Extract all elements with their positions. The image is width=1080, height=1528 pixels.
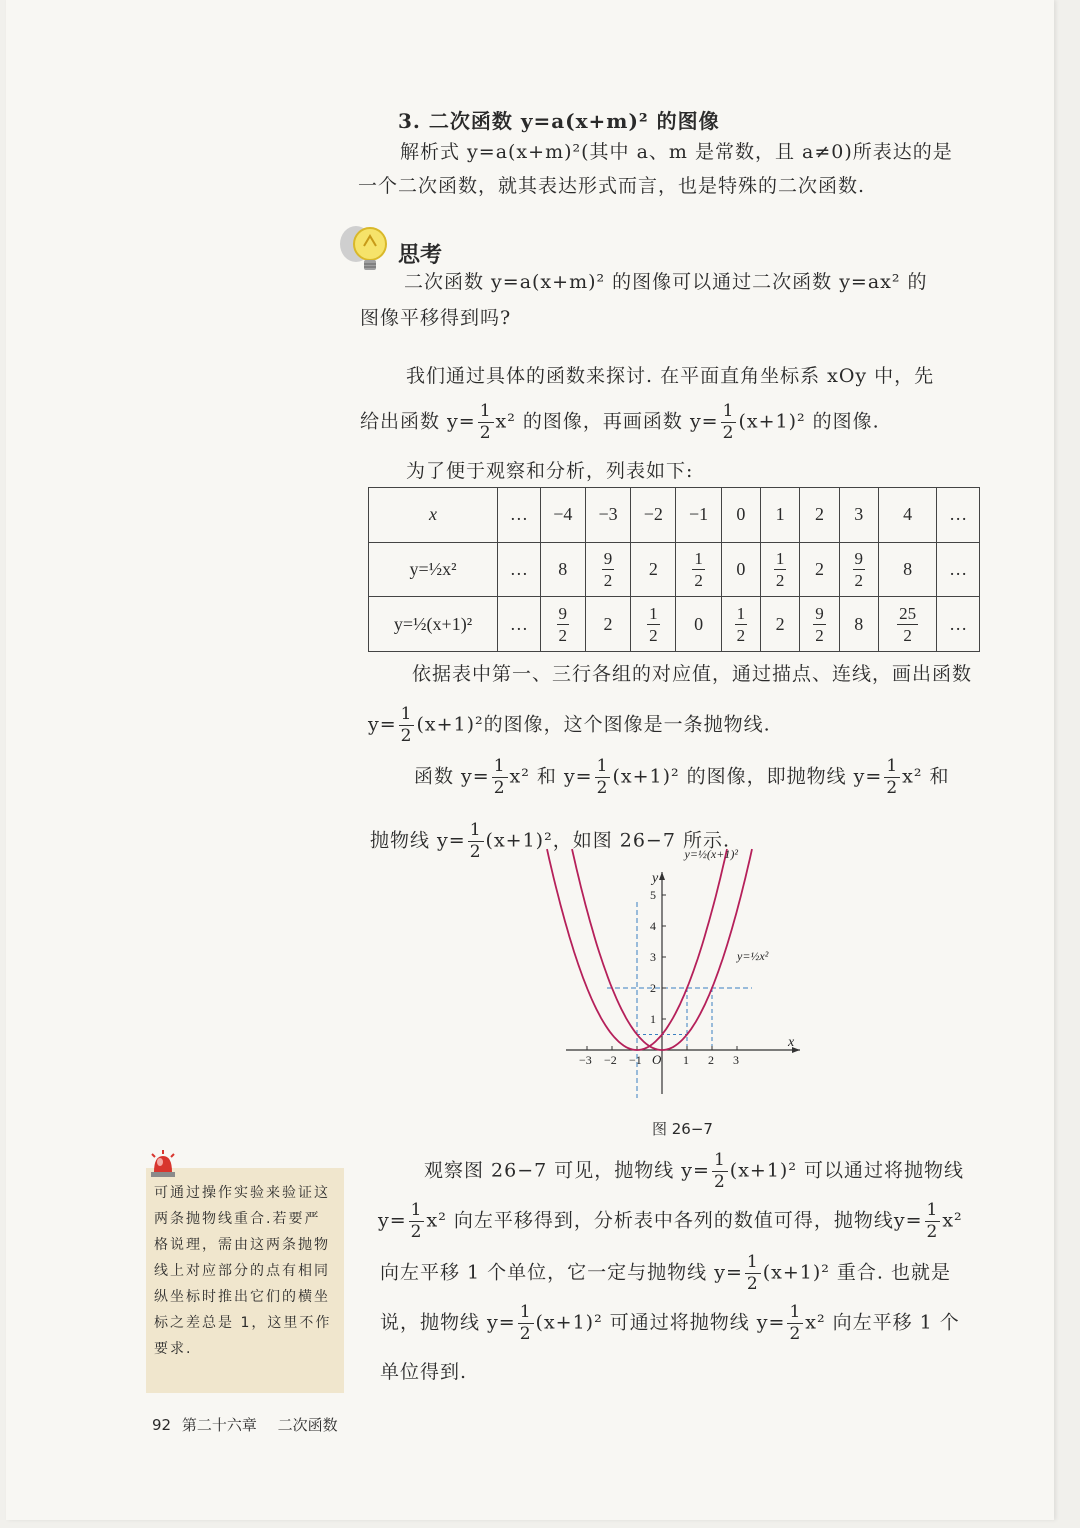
fraction: $\frac{1}{2}$ — [926, 1200, 939, 1242]
table-cell: 3 — [839, 488, 878, 543]
para4-line-3: 向左平移 1 个单位，它一定与抛物线 y= $\frac{1}{2}$ (x+1)² 重合. 也就是 — [380, 1252, 951, 1294]
table-cell: −4 — [540, 488, 585, 543]
para4-line-2: y= $\frac{1}{2}$ x² 向左平移得到，分析表中各列的数值可得，抛物线y= $\frac{1}{2}$ x² — [378, 1200, 963, 1242]
fraction: $\frac{1}{2}$ — [479, 401, 492, 443]
table-cell: … — [498, 542, 541, 597]
parabola-figure — [554, 846, 816, 1102]
sidenote-text: 可通过操作实验来验证这两条抛物线重合.若要严格说理，需由这两条抛物线上对应部分的点有相同纵坐标时推出它们的横坐标之差总是 1，这里不作要求. — [154, 1185, 332, 1357]
table-cell: … — [498, 597, 541, 652]
table-cell: $\frac{9}{2}$ — [540, 597, 585, 652]
fraction: $\frac{1}{2}$ — [886, 756, 899, 798]
table-cell: $\frac{9}{2}$ — [839, 542, 878, 597]
table-cell: 0 — [676, 597, 721, 652]
table-cell: $\frac{25}{2}$ — [878, 597, 936, 652]
table-cell: … — [937, 542, 980, 597]
table-cell: $\frac{1}{2}$ — [676, 542, 721, 597]
fraction: $\frac{1}{2}$ — [410, 1200, 423, 1242]
origin-label: O — [652, 1052, 662, 1067]
x-tick-label: −1 — [629, 1053, 642, 1067]
para1-line-1: 我们通过具体的函数来探讨. 在平面直角坐标系 xOy 中，先 — [406, 365, 935, 387]
intro-line-2: 一个二次函数，就其表达形式而言，也是特殊的二次函数. — [358, 175, 866, 197]
table-cell: $\frac{9}{2}$ — [800, 597, 839, 652]
intro-line-1: 解析式 y=a(x+m)²(其中 a、m 是常数，且 a≠0)所表达的是 — [400, 141, 953, 163]
table-cell: 2 — [585, 597, 630, 652]
table-cell: 2 — [761, 597, 800, 652]
table-cell: … — [498, 488, 541, 543]
section-heading — [398, 107, 720, 135]
table-cell: $\frac{1}{2}$ — [761, 542, 800, 597]
table-cell: 2 — [800, 542, 839, 597]
table-cell: $\frac{1}{2}$ — [631, 597, 676, 652]
x-tick-label: 2 — [708, 1053, 714, 1067]
para4-line-5: 单位得到. — [380, 1361, 468, 1383]
para3-line-1: 函数 y= $\frac{1}{2}$ x² 和 y= $\frac{1}{2}$ (x+1)² 的图像，即抛物线 y= $\frac{1}{2}$ x² 和 — [414, 756, 950, 798]
section-title: 二次函数 y=a(x+m)² 的图像 — [428, 109, 720, 133]
table-row-y2 — [369, 597, 980, 652]
x-tick-label: 3 — [733, 1053, 739, 1067]
figure-caption: 图 26−7 — [652, 1120, 713, 1138]
table-row-label: y=½(x+1)² — [369, 597, 498, 652]
chapter-title: 二次函数 — [277, 1416, 338, 1434]
fraction: $\frac{1}{2}$ — [519, 1302, 532, 1344]
para4-line-4: 说，抛物线 y= $\frac{1}{2}$ (x+1)² 可通过将抛物线 y= $\frac{1}{2}$ x² 向左平移 1 个 — [380, 1302, 960, 1344]
table-cell: … — [937, 488, 980, 543]
y-tick-label: 1 — [650, 1012, 656, 1026]
fraction: $\frac{1}{2}$ — [789, 1302, 802, 1344]
table-cell: −3 — [585, 488, 630, 543]
table-cell: 8 — [878, 542, 936, 597]
table-cell: 2 — [800, 488, 839, 543]
x-tick-label: −3 — [579, 1053, 592, 1067]
fraction: $\frac{1}{2}$ — [469, 820, 482, 862]
para1-line-2: 给出函数 y= $\frac{1}{2}$ x² 的图像，再画函数 y= $\frac{1}{2}$ (x+1)² 的图像. — [360, 401, 880, 443]
table-cell: 8 — [839, 597, 878, 652]
y-tick-label: 3 — [650, 950, 656, 964]
table-cell: 2 — [631, 542, 676, 597]
y-tick-label: 4 — [650, 919, 656, 933]
para4-line-1: 观察图 26−7 可见，抛物线 y= $\frac{1}{2}$ (x+1)² 可以通过将抛物线 — [424, 1150, 965, 1192]
chapter-number: 第二十六章 — [181, 1416, 257, 1434]
para2-line-2: y= $\frac{1}{2}$ (x+1)²的图像，这个图像是一条抛物线. — [368, 704, 771, 746]
table-cell: $\frac{1}{2}$ — [721, 597, 760, 652]
value-table — [368, 487, 980, 652]
x-tick-label: 1 — [683, 1053, 689, 1067]
think-line-2: 图像平移得到吗? — [360, 307, 512, 329]
table-cell: −1 — [676, 488, 721, 543]
page-footer — [152, 1414, 338, 1435]
fraction: $\frac{1}{2}$ — [746, 1252, 759, 1294]
y-tick-label: 5 — [650, 888, 656, 902]
table-row-label: x — [369, 488, 498, 543]
para2-line-1: 依据表中第一、三行各组的对应值，通过描点、连线，画出函数 — [412, 663, 973, 685]
table-cell: $\frac{9}{2}$ — [585, 542, 630, 597]
think-title: 思考 — [398, 243, 443, 268]
table-cell: 8 — [540, 542, 585, 597]
x-tick-label: −2 — [604, 1053, 617, 1067]
curve-label-y2: y=½(x+1)² — [684, 846, 738, 861]
fraction: $\frac{1}{2}$ — [713, 1150, 726, 1192]
textbook-page — [6, 0, 1054, 1520]
page-number: 92 — [152, 1416, 172, 1434]
lightbulb-icon — [336, 222, 392, 278]
parabola-y2-curve — [547, 849, 727, 1050]
section-number: 3. — [398, 109, 421, 133]
y-tick-label: 2 — [650, 981, 656, 995]
x-axis-label: x — [788, 1035, 795, 1050]
table-row-y1 — [369, 542, 980, 597]
think-line-1: 二次函数 y=a(x+m)² 的图像可以通过二次函数 y=ax² 的 — [404, 271, 928, 293]
fraction: $\frac{1}{2}$ — [596, 756, 609, 798]
table-cell: 4 — [878, 488, 936, 543]
table-row-label: y=½x² — [369, 542, 498, 597]
table-cell: 1 — [761, 488, 800, 543]
table-intro: 为了便于观察和分析，列表如下: — [406, 460, 694, 482]
para3-line-2: 抛物线 y= $\frac{1}{2}$ (x+1)²，如图 26−7 所示. — [370, 820, 731, 862]
fraction: $\frac{1}{2}$ — [493, 756, 506, 798]
y-axis-arrow — [659, 872, 665, 880]
table-cell: 0 — [721, 542, 760, 597]
fraction: $\frac{1}{2}$ — [722, 401, 735, 443]
table-cell: 0 — [721, 488, 760, 543]
table-row-x — [369, 488, 980, 543]
table-cell: −2 — [631, 488, 676, 543]
y-axis-label: y — [652, 871, 659, 886]
curve-label-y1: y=½x² — [737, 949, 769, 964]
table-cell: … — [937, 597, 980, 652]
fraction: $\frac{1}{2}$ — [400, 704, 413, 746]
alarm-light-icon — [148, 1150, 178, 1178]
